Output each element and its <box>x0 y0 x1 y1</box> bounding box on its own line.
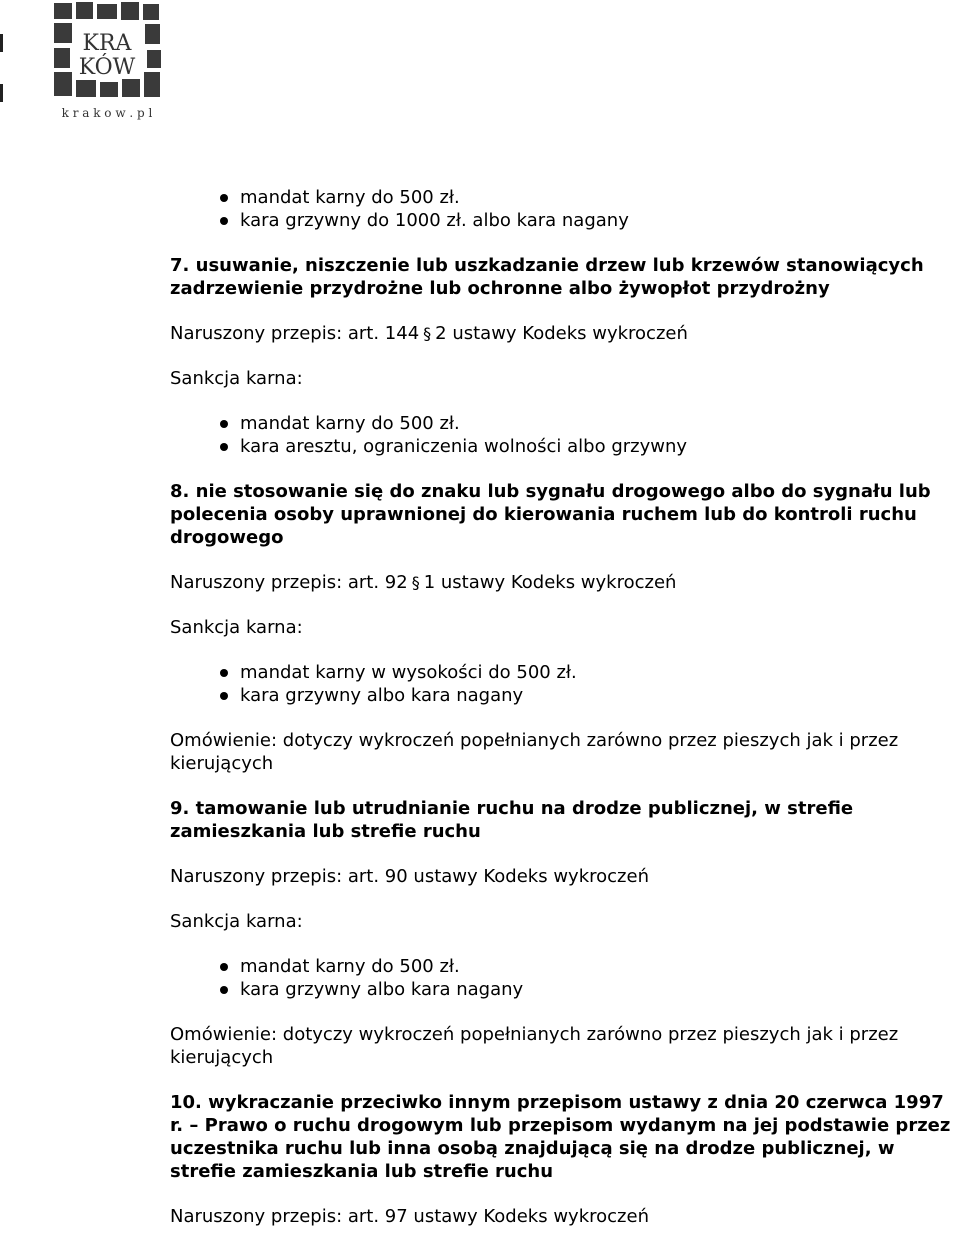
section-9-sanction-label: Sankcja karna: <box>170 911 303 932</box>
section-8-sanction-label: Sankcja karna: <box>170 617 303 638</box>
sanction-list-top <box>170 186 960 232</box>
section-7-violation: Naruszony przepis: art. 144 § 2 ustawy Kodeks wykroczeń <box>170 323 688 344</box>
document-body <box>170 186 960 1228</box>
edge-mark-bottom <box>0 84 3 102</box>
logo-line-1: KRA <box>82 31 132 56</box>
section-7-sanction-label: Sankcja karna: <box>170 368 303 389</box>
paragraph-sign: § <box>411 573 420 592</box>
section-9-comment: Omówienie: dotyczy wykroczeń popełnianych zarówno przez pieszych jak i przez kierujących <box>170 1024 899 1068</box>
list-item: mandat karny do 500 zł. <box>240 955 960 978</box>
list-item: mandat karny do 500 zł. <box>240 186 960 209</box>
section-10-violation: Naruszony przepis: art. 97 ustawy Kodeks wykroczeń <box>170 1206 649 1227</box>
section-8-violation: Naruszony przepis: art. 92 § 1 ustawy Kodeks wykroczeń <box>170 572 677 593</box>
logo-url: k r a k o w . p l <box>61 106 153 120</box>
paragraph-sign: § <box>423 324 432 343</box>
edge-mark-top <box>0 34 3 52</box>
section-10-heading: 10. wykraczanie przeciwko innym przepisom ustawy z dnia 20 czerwca 1997 r. – Prawo o ruchu drogowym lub przepisom wydanym na jej podstawie przez uczestnika ruchu lub inna osobą znajdującą się na drodze publicznej, w strefie zamieszkania lub strefie ruchu <box>170 1092 951 1182</box>
section-9-violation: Naruszony przepis: art. 90 ustawy Kodeks wykroczeń <box>170 866 649 887</box>
section-7-heading: 7. usuwanie, niszczenie lub uszkadzanie drzew lub krzewów stanowiących zadrzewienie przydrożne lub ochronne albo żywopłot przydrożny <box>170 255 924 299</box>
list-item: kara grzywny albo kara nagany <box>240 684 960 707</box>
krakow-logo <box>50 0 165 122</box>
section-9-sanctions <box>170 955 960 1001</box>
list-item: mandat karny do 500 zł. <box>240 412 960 435</box>
list-item: kara grzywny do 1000 zł. albo kara nagany <box>240 209 960 232</box>
list-item: kara grzywny albo kara nagany <box>240 978 960 1001</box>
section-9-heading: 9. tamowanie lub utrudnianie ruchu na drodze publicznej, w strefie zamieszkania lub strefie ruchu <box>170 798 854 842</box>
section-8-heading: 8. nie stosowanie się do znaku lub sygnału drogowego albo do sygnału lub polecenia osoby uprawnionej do kierowania ruchem lub do kontroli ruchu drogowego <box>170 481 931 548</box>
logo-line-2: KÓW <box>78 55 136 80</box>
list-item: mandat karny w wysokości do 500 zł. <box>240 661 960 684</box>
section-8-comment: Omówienie: dotyczy wykroczeń popełnianych zarówno przez pieszych jak i przez kierujących <box>170 730 899 774</box>
section-8-sanctions <box>170 661 960 707</box>
section-7-sanctions <box>170 412 960 458</box>
list-item: kara aresztu, ograniczenia wolności albo grzywny <box>240 435 960 458</box>
